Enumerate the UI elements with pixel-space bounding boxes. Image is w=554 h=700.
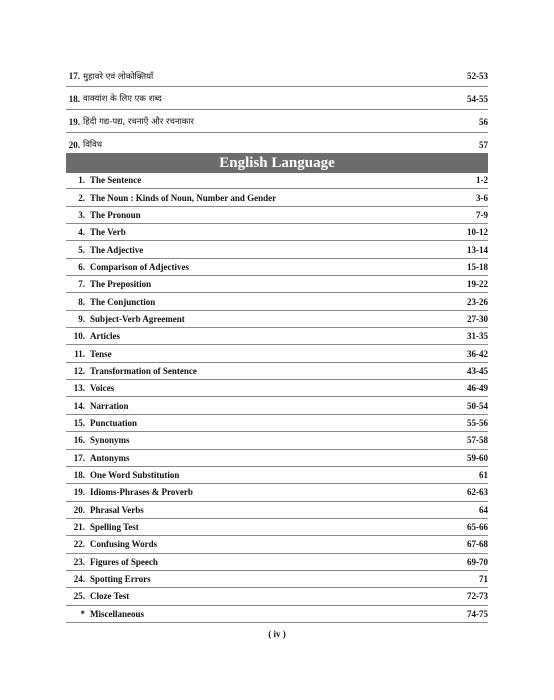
- item-title: The Sentence: [90, 175, 142, 186]
- item-pages: 62-63: [467, 487, 488, 498]
- item-title: Narration: [90, 400, 129, 411]
- toc-row: [66, 467, 488, 484]
- item-number: 5.: [78, 244, 85, 255]
- item-pages: 71: [479, 574, 488, 585]
- item-number: 8.: [78, 296, 85, 307]
- item-title: Spelling Test: [90, 522, 139, 533]
- item-number: 18.: [68, 93, 80, 104]
- item-number: 19.: [68, 116, 80, 127]
- item-number: 9.: [78, 313, 85, 324]
- item-title: वाक्यांश के लिए एक शब्द: [83, 94, 162, 104]
- toc-row: [66, 571, 488, 588]
- toc-row: [66, 111, 488, 133]
- toc-row: [66, 536, 488, 553]
- item-title: The Verb: [90, 227, 126, 238]
- toc-row: [66, 432, 488, 449]
- item-number: 6.: [78, 261, 85, 272]
- toc-row: [66, 207, 488, 224]
- item-pages: 72-73: [467, 591, 488, 602]
- toc-row: [66, 293, 488, 310]
- item-number: 12.: [73, 365, 85, 376]
- item-title: Subject-Verb Agreement: [90, 313, 185, 324]
- item-pages: 61: [479, 470, 488, 481]
- item-title: Punctuation: [90, 417, 138, 428]
- item-pages: 43-45: [467, 365, 488, 376]
- item-title: The Noun : Kinds of Noun, Number and Gender: [90, 192, 277, 203]
- item-pages: 64: [479, 504, 488, 515]
- item-title: Transformation of Sentence: [90, 365, 197, 376]
- section-heading: English Language: [66, 153, 488, 173]
- toc-row: [66, 345, 488, 362]
- item-number: 18.: [73, 470, 85, 481]
- item-number: 19.: [73, 487, 85, 498]
- item-pages: 23-26: [467, 296, 488, 307]
- toc-row: [66, 484, 488, 501]
- item-title: Phrasal Verbs: [90, 504, 144, 515]
- item-pages: 1-2: [476, 175, 488, 186]
- item-number: 10.: [73, 331, 85, 342]
- toc-row: [66, 415, 488, 432]
- toc-row: [66, 328, 488, 345]
- item-pages: 15-18: [467, 261, 488, 272]
- item-title: Synonyms: [90, 435, 130, 446]
- item-number: 25.: [73, 591, 85, 602]
- item-number: 1.: [78, 175, 85, 186]
- item-number: 13.: [73, 383, 85, 394]
- toc-row: [66, 554, 488, 571]
- item-pages: 27-30: [467, 313, 488, 324]
- item-title: Tense: [90, 348, 112, 359]
- item-title: Miscellaneous: [90, 608, 144, 619]
- toc-row: [66, 189, 488, 206]
- item-pages: 57: [479, 139, 488, 150]
- toc-row: [66, 88, 488, 110]
- item-title: Figures of Speech: [90, 556, 158, 567]
- item-title: विविध: [83, 140, 103, 150]
- item-title: Articles: [90, 331, 120, 342]
- item-pages: 55-56: [467, 417, 488, 428]
- item-title: The Pronoun: [90, 209, 141, 220]
- item-number: 24.: [73, 574, 85, 585]
- item-pages: 57-58: [467, 435, 488, 446]
- item-pages: 50-54: [467, 400, 488, 411]
- item-title: The Preposition: [90, 279, 152, 290]
- toc-row: [66, 259, 488, 276]
- item-number: 3.: [78, 209, 85, 220]
- toc-row: [66, 588, 488, 605]
- item-number: 20.: [68, 139, 80, 150]
- page-number: ( iv ): [268, 629, 286, 639]
- item-number: 17.: [68, 71, 80, 81]
- item-number: 23.: [73, 556, 85, 567]
- item-title: Cloze Test: [90, 591, 130, 602]
- item-title: Voices: [90, 383, 115, 394]
- item-title: Confusing Words: [90, 539, 158, 550]
- toc-row: [66, 224, 488, 241]
- item-pages: 31-35: [467, 331, 488, 342]
- item-pages: 19-22: [467, 279, 488, 290]
- item-pages: 54-55: [467, 93, 488, 104]
- item-title: Antonyms: [90, 452, 130, 463]
- toc-row: [66, 606, 488, 623]
- toc-row: [66, 519, 488, 536]
- english-toc-list: [66, 172, 488, 623]
- item-number: 20.: [73, 504, 85, 515]
- toc-row: [66, 363, 488, 380]
- toc-row: [66, 311, 488, 328]
- item-title: हिंदी गद्य-पद्य, रचनाएँ और रचनाकार: [83, 117, 194, 127]
- item-pages: 67-68: [467, 539, 488, 550]
- item-title: मुहावरे एवं लोकोक्तियाँ: [83, 71, 154, 82]
- item-pages: 56: [479, 116, 488, 127]
- item-pages: 74-75: [467, 608, 488, 619]
- item-pages: 36-42: [467, 348, 488, 359]
- item-number: 11.: [74, 348, 85, 359]
- item-title: Idioms-Phrases & Proverb: [90, 487, 193, 498]
- item-number: 22.: [73, 539, 85, 550]
- item-pages: 52-53: [467, 71, 488, 81]
- item-title: The Adjective: [90, 244, 144, 255]
- item-number: 7.: [78, 279, 85, 290]
- item-pages: 65-66: [467, 522, 488, 533]
- toc-row: [66, 276, 488, 293]
- toc-row: [66, 502, 488, 519]
- item-number: 2.: [78, 192, 85, 203]
- item-pages: 59-60: [467, 452, 488, 463]
- toc-row: [66, 397, 488, 414]
- toc-row: [66, 66, 488, 87]
- item-number: 14.: [73, 400, 85, 411]
- item-number: 4.: [78, 227, 85, 238]
- toc-row: [66, 380, 488, 397]
- item-pages: 10-12: [467, 227, 488, 238]
- toc-row: [66, 241, 488, 258]
- toc-row: [66, 450, 488, 467]
- item-pages: 69-70: [467, 556, 488, 567]
- item-number: 15.: [73, 417, 85, 428]
- toc-row: [66, 172, 488, 189]
- item-pages: 3-6: [476, 192, 488, 203]
- item-title: One Word Substitution: [90, 470, 180, 481]
- item-number: 16.: [73, 435, 85, 446]
- item-title: Spotting Errors: [90, 574, 151, 585]
- item-title: The Conjunction: [90, 296, 156, 307]
- item-number: *: [80, 608, 85, 619]
- item-number: 17.: [73, 452, 85, 463]
- item-pages: 7-9: [476, 209, 488, 220]
- item-pages: 46-49: [467, 383, 488, 394]
- item-number: 21.: [73, 522, 85, 533]
- item-pages: 13-14: [467, 244, 488, 255]
- item-title: Comparison of Adjectives: [90, 261, 189, 272]
- hindi-toc-list: [66, 66, 488, 157]
